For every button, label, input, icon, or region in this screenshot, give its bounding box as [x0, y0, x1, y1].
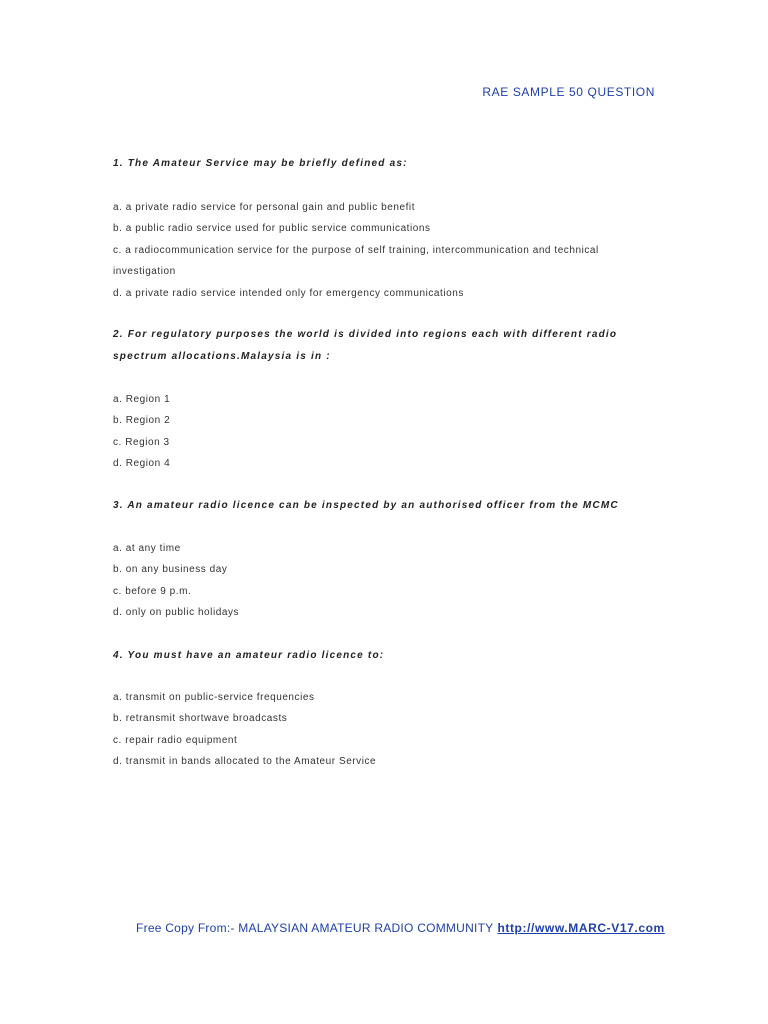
option-4b: b. retransmit shortwave broadcasts	[113, 713, 288, 725]
question-3: 3. An amateur radio licence can be inspected by an authorised officer from the MCMC	[113, 500, 619, 511]
option-4c: c. repair radio equipment	[113, 734, 238, 746]
option-1c: c. a radiocommunication service for the purpose of self training, intercommunication and technical investigation	[113, 244, 599, 278]
option-1d: d. a private radio service intended only for emergency communications	[113, 287, 464, 299]
option-1b: b. a public radio service used for public service communications	[113, 223, 431, 235]
option-2a: a. Region 1	[113, 394, 171, 405]
footer-text: Free Copy From:- MALAYSIAN AMATEUR RADIO COMMUNITY	[136, 921, 494, 935]
question-1: 1. The Amateur Service may be briefly defined as:	[113, 158, 408, 169]
option-4a: a. transmit on public-service frequencies	[113, 692, 315, 703]
document-title: RAE SAMPLE 50 QUESTION	[482, 85, 655, 99]
option-3b: b. on any business day	[113, 564, 228, 576]
option-1a: a. a private radio service for personal gain and public benefit	[113, 202, 416, 213]
options-list-4	[113, 687, 658, 773]
option-3c: c. before 9 p.m.	[113, 585, 192, 597]
options-list-2	[113, 389, 658, 475]
question-4: 4. You must have an amateur radio licence to:	[113, 650, 385, 661]
footer-link[interactable]: http://www.MARC-V17.com	[497, 921, 665, 935]
option-2d: d. Region 4	[113, 458, 171, 470]
question-2: 2. For regulatory purposes the world is divided into regions each with different radio spectrum allocations.Malaysia is in :	[113, 329, 618, 362]
option-3d: d. only on public holidays	[113, 607, 240, 619]
options-list-1	[113, 197, 658, 304]
option-4d: d. transmit in bands allocated to the Amateur Service	[113, 756, 377, 768]
footer	[136, 921, 665, 935]
options-list-3	[113, 538, 658, 624]
option-2c: c. Region 3	[113, 436, 170, 448]
option-3a: a. at any time	[113, 543, 181, 554]
option-2b: b. Region 2	[113, 415, 171, 427]
